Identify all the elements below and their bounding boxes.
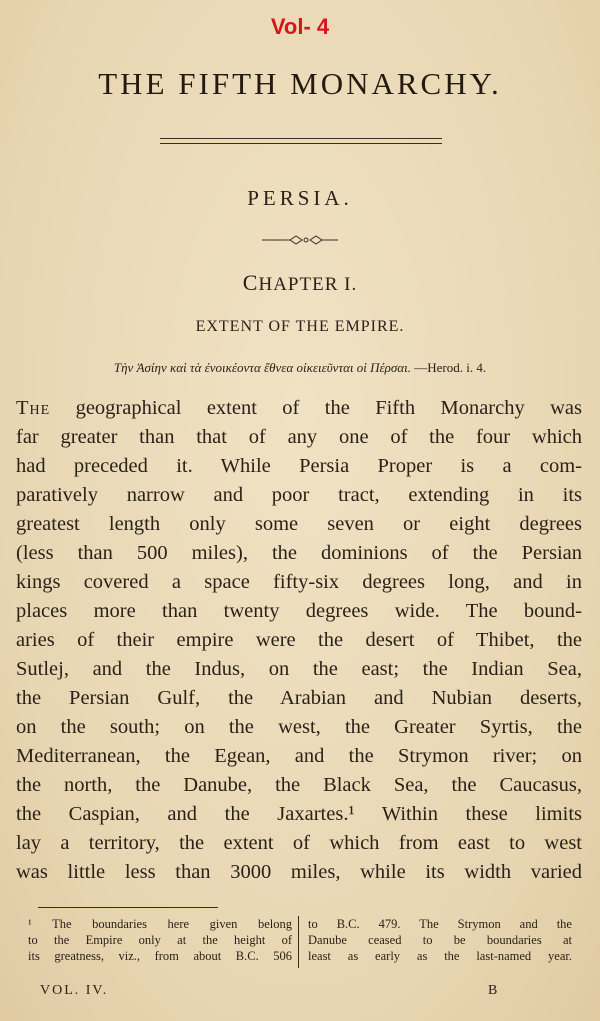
footnote-line: least as early as the last-named year. bbox=[308, 949, 572, 963]
footnote-line: Danube ceased to be boundaries at bbox=[308, 933, 572, 947]
volume-annotation: Vol- 4 bbox=[270, 14, 330, 39]
body-line: the north, the Danube, the Black Sea, the Caucasus, bbox=[16, 774, 582, 796]
epigraph-source: —Herod. i. 4. bbox=[414, 360, 487, 375]
footnote-right-column bbox=[308, 916, 572, 964]
epigraph bbox=[0, 360, 600, 376]
body-line: the Caspian, and the Jaxartes.¹ Within these limits bbox=[16, 803, 582, 825]
body-paragraph bbox=[16, 394, 582, 887]
chapter-title: EXTENT OF THE EMPIRE. bbox=[195, 318, 405, 335]
chapter-heading bbox=[0, 270, 600, 296]
footnote-left-column bbox=[28, 916, 292, 964]
body-line: was little less than 3000 miles, while its width varied bbox=[16, 861, 582, 883]
body-line: paratively narrow and poor tract, extending in its bbox=[16, 484, 582, 506]
body-line: kings covered a space fifty-six degrees long, and in bbox=[16, 571, 582, 593]
title-double-rule bbox=[160, 138, 442, 144]
footnote-rule bbox=[38, 907, 218, 908]
chapter-rest: HAPTER I. bbox=[258, 274, 358, 295]
body-line: had preceded it. While Persia Proper is a com- bbox=[16, 455, 582, 477]
chapter-initial: C bbox=[242, 270, 259, 295]
epigraph-greek: Τὴν Ἀσίην καὶ τὰ ἐνοικέοντα ἔθνεα οἰκειεῦνται οἱ Πέρσαι. bbox=[113, 360, 411, 375]
signature-mark: B bbox=[488, 983, 498, 998]
body-line: far greater than that of any one of the four which bbox=[16, 426, 582, 448]
footnote-column-divider bbox=[298, 916, 299, 968]
body-line: Mediterranean, the Egean, and the Strymon river; on bbox=[16, 745, 582, 767]
body-line: greatest length only some seven or eight degrees bbox=[16, 513, 582, 535]
body-line: lay a territory, the extent of which from east to west bbox=[16, 832, 582, 854]
body-line: aries of their empire were the desert of Thibet, the bbox=[16, 629, 582, 651]
body-line: Sutlej, and the Indus, on the east; the Indian Sea, bbox=[16, 658, 582, 680]
body-line: The geographical extent of the Fifth Monarchy was bbox=[16, 397, 582, 419]
book-title: THE FIFTH MONARCHY. bbox=[98, 66, 502, 101]
signature-volume: VOL. IV. bbox=[40, 983, 109, 998]
section-heading: PERSIA. bbox=[247, 186, 353, 210]
body-line: places more than twenty degrees wide. The bound- bbox=[16, 600, 582, 622]
body-line: (less than 500 miles), the dominions of the Persian bbox=[16, 542, 582, 564]
footnote-line: its greatness, viz., from about B.C. 506 bbox=[28, 949, 292, 963]
body-line: the Persian Gulf, the Arabian and Nubian deserts, bbox=[16, 687, 582, 709]
body-line: on the south; on the west, the Greater Syrtis, the bbox=[16, 716, 582, 738]
lead-word: The bbox=[16, 397, 51, 419]
footnotes bbox=[28, 916, 580, 976]
ornament-divider bbox=[0, 234, 600, 246]
footnote-line: ¹ The boundaries here given belong bbox=[28, 917, 292, 931]
footnote-line: to the Empire only at the height of bbox=[28, 933, 292, 947]
footnote-line: to B.C. 479. The Strymon and the bbox=[308, 917, 572, 931]
